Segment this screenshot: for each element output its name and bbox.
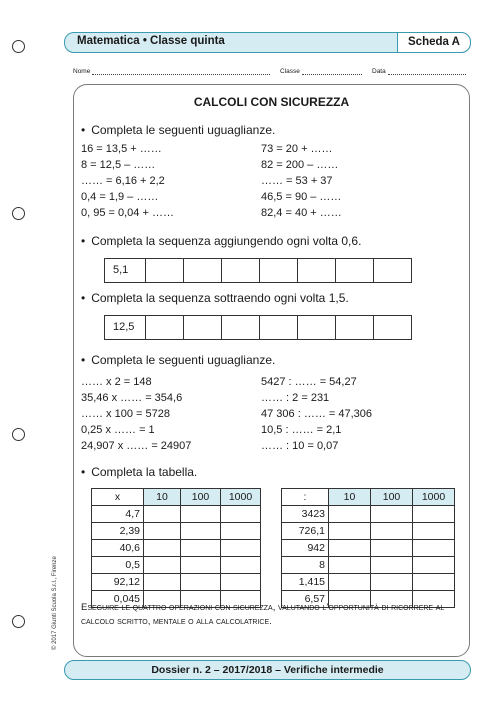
header-cell: 100 [371,489,413,506]
worksheet-frame [73,84,470,657]
binder-hole-3 [12,428,25,441]
footer-bar: Dossier n. 2 – 2017/2018 – Verifiche intermedie [64,660,471,680]
row-value: 0,045 [92,591,144,608]
row-value: 92,12 [92,574,144,591]
nome-field[interactable] [73,67,270,75]
answer-cell[interactable] [221,540,261,557]
instruction-note: Eseguire le quattro operazioni con sicurezza, valutando l’opportunità di ricorrere al calcolo scritto, mentale o alla calcolatrice. [81,602,445,627]
equation: 5427 : …… = 54,27 [261,376,357,388]
row-value: 6,57 [282,591,329,608]
row-value: 0,5 [92,557,144,574]
equation: 73 = 20 + …… [261,143,333,155]
sequence-start: 5,1 [113,264,129,276]
row-value: 1,415 [282,574,329,591]
binder-hole-1 [12,40,25,53]
section5-instruction: • Completa la tabella. [81,465,198,479]
answer-cell[interactable] [181,523,221,540]
section1-instruction: • Completa le seguenti uguaglianze. [81,123,276,137]
sequence-blank[interactable] [373,259,411,282]
answer-cell[interactable] [371,523,413,540]
sequence-blank[interactable] [145,316,183,339]
answer-cell[interactable] [144,523,181,540]
equation: …… = 53 + 37 [261,175,333,187]
equation: 46,5 = 90 – …… [261,191,342,203]
classe-label: Classe [280,68,300,75]
data-field[interactable] [372,67,466,75]
table-header-row [92,489,261,506]
sequence-blank[interactable] [335,316,373,339]
equation: …… = 6,16 + 2,2 [81,175,165,187]
answer-cell[interactable] [221,557,261,574]
data-label: Data [372,68,386,75]
classe-field[interactable] [280,67,362,75]
table-row [282,506,455,523]
table-row [92,574,261,591]
copyright-text: © 2017 Giunti Scuola S.r.l., Firenze [52,556,58,650]
answer-cell[interactable] [329,540,371,557]
row-value: 726,1 [282,523,329,540]
sequence-blank[interactable] [373,316,411,339]
equation: 82,4 = 40 + …… [261,207,342,219]
answer-cell[interactable] [371,540,413,557]
header-cell: 1000 [413,489,455,506]
operator-cell: : [282,489,329,506]
answer-cell[interactable] [144,540,181,557]
table-row [92,523,261,540]
row-value: 4,7 [92,506,144,523]
sequence-blank[interactable] [145,259,183,282]
binder-hole-2 [12,207,25,220]
table-row [282,540,455,557]
nome-label: Nome [73,68,91,75]
answer-cell[interactable] [181,540,221,557]
sequence-blank[interactable] [297,259,335,282]
row-value: 3423 [282,506,329,523]
answer-cell[interactable] [413,557,455,574]
row-value: 942 [282,540,329,557]
header-cell: 1000 [221,489,261,506]
header-subject: Matematica • Classe quinta [77,35,225,47]
answer-cell[interactable] [221,574,261,591]
equation: 8 = 12,5 – …… [81,159,156,171]
answer-cell[interactable] [371,574,413,591]
equation: 0, 95 = 0,04 + …… [81,207,174,219]
answer-cell[interactable] [181,506,221,523]
table-row [92,540,261,557]
header-cell: 10 [144,489,181,506]
row-value: 40,6 [92,540,144,557]
answer-cell[interactable] [413,540,455,557]
equation: …… : 2 = 231 [261,392,330,404]
sequence-blank[interactable] [221,316,259,339]
equation: 24,907 x …… = 24907 [81,440,192,452]
binder-hole-4 [12,615,25,628]
header-cell: 10 [329,489,371,506]
sequence-start: 12,5 [113,321,135,333]
sequence-add [104,258,412,283]
sequence-blank[interactable] [335,259,373,282]
page-title: CALCOLI CON SICUREZZA [193,95,350,109]
row-value: 2,39 [92,523,144,540]
operator-cell: x [92,489,144,506]
equation: …… x 2 = 148 [81,376,152,388]
equation: 82 = 200 – …… [261,159,339,171]
row-value: 8 [282,557,329,574]
answer-cell[interactable] [371,506,413,523]
equation: 47 306 : …… = 47,306 [261,408,372,420]
equation: 0,4 = 1,9 – …… [81,191,159,203]
answer-cell[interactable] [329,557,371,574]
answer-cell[interactable] [181,574,221,591]
division-table [281,488,455,608]
sequence-blank[interactable] [183,259,221,282]
table-header-row [282,489,455,506]
answer-cell[interactable] [221,523,261,540]
sequence-blank[interactable] [259,259,297,282]
table-row [282,557,455,574]
scheda-label: Scheda A [397,32,471,53]
equation: …… x 100 = 5728 [81,408,170,420]
section3-instruction: • Completa la sequenza sottraendo ogni volta 1,5. [81,291,349,305]
answer-cell[interactable] [144,506,181,523]
equation: …… : 10 = 0,07 [261,440,339,452]
sequence-subtract [104,315,412,340]
sequence-blank[interactable] [221,259,259,282]
answer-cell[interactable] [413,506,455,523]
answer-cell[interactable] [413,574,455,591]
answer-cell[interactable] [144,557,181,574]
answer-cell[interactable] [329,574,371,591]
equation: 0,25 x …… = 1 [81,424,155,436]
header-bar [64,32,471,53]
header-cell: 100 [181,489,221,506]
sequence-blank[interactable] [183,316,221,339]
table-row [282,574,455,591]
multiplication-table [91,488,261,608]
equation: 10,5 : …… = 2,1 [261,424,342,436]
equation: 35,46 x …… = 354,6 [81,392,183,404]
table-row [92,506,261,523]
sequence-blank[interactable] [259,316,297,339]
answer-cell[interactable] [329,523,371,540]
answer-cell[interactable] [181,557,221,574]
section4-instruction: • Completa le seguenti uguaglianze. [81,353,276,367]
answer-cell[interactable] [413,523,455,540]
answer-cell[interactable] [221,506,261,523]
answer-cell[interactable] [329,506,371,523]
section2-instruction: • Completa la sequenza aggiungendo ogni volta 0,6. [81,234,362,248]
table-row [92,557,261,574]
answer-cell[interactable] [144,574,181,591]
equation: 16 = 13,5 + …… [81,143,162,155]
answer-cell[interactable] [371,557,413,574]
table-row [282,523,455,540]
sequence-blank[interactable] [297,316,335,339]
